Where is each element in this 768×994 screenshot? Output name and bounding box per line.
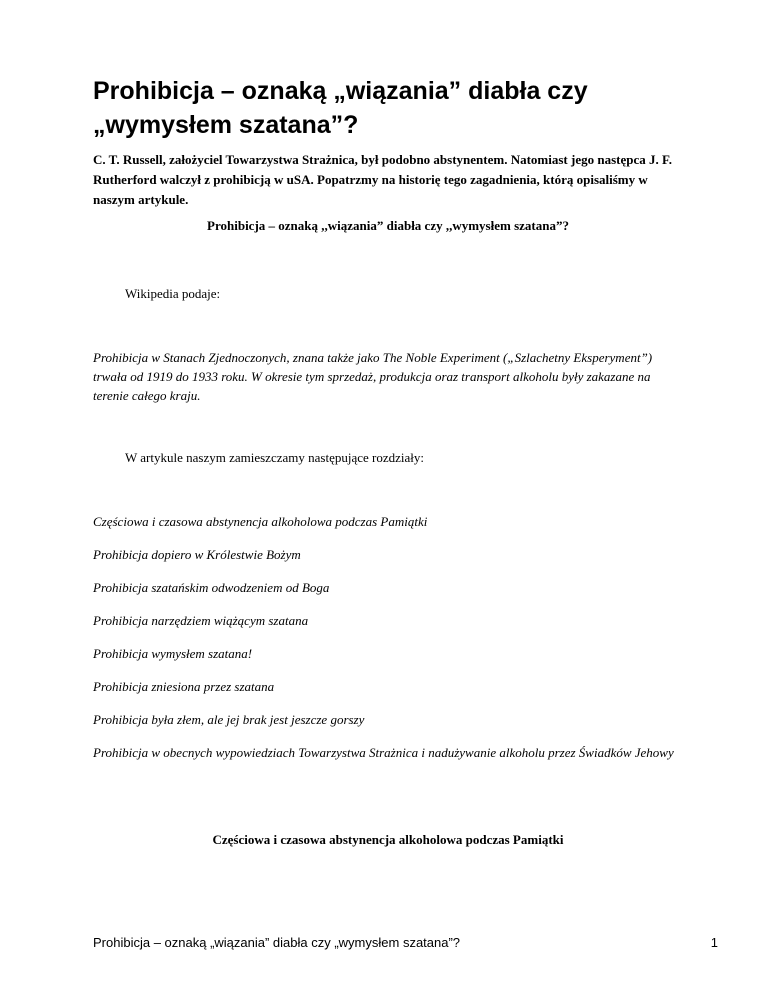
chapter-list [93, 512, 713, 776]
chapter-item: Prohibicja wymysłem szatana! [93, 646, 253, 661]
intro-paragraph: Wikipedia podaje: [125, 286, 221, 301]
chapter-item: Prohibicja dopiero w Królestwie Bożym [93, 547, 301, 562]
chapter-item: Prohibicja szatańskim odwodzeniem od Boga [93, 580, 330, 595]
chapter-item: Prohibicja w obecnych wypowiedziach Towarzystwa Strażnica i nadużywanie alkoholu przez Świadków Jehowy [93, 745, 674, 760]
section-heading: Częściowa i czasowa abstynencja alkoholowa podczas Pamiątki [212, 832, 564, 847]
footer-title: Prohibicja – oznaką „wiązania” diabła czy „wymysłem szatana”? [93, 935, 461, 950]
document-title: Prohibicja – oznaką „wiązania” diabła czy „wymysłem szatana”? [93, 77, 588, 139]
chapter-item: Prohibicja zniesiona przez szatana [93, 679, 275, 694]
page-number: 1 [710, 935, 718, 950]
article-subheading: Prohibicja – oznaką ,,wiązania” diabła czy ,,wymysłem szatana”? [207, 218, 569, 233]
chapter-item: Częściowa i czasowa abstynencja alkoholowa podczas Pamiątki [93, 514, 428, 529]
chapter-item: Prohibicja była złem, ale jej brak jest jeszcze gorszy [93, 712, 365, 727]
chapters-intro: W artykule naszym zamieszczamy następujące rozdziały: [125, 450, 424, 465]
wikipedia-quote: Prohibicja w Stanach Zjednoczonych, znana także jako The Noble Experiment („Szlachetny Eksperyment”) trwała od 1919 do 1933 roku. W okresie tym sprzedaż, produkcja oraz transport alkoholu były zakazane na terenie całego kraju. [93, 350, 653, 403]
lead-paragraph: C. T. Russell, założyciel Towarzystwa Strażnica, był podobno abstynentem. Natomiast jego następca J. F. Rutherford walczył z prohibicją w uSA. Popatrzmy na historię tego zagadnienia, którą opisaliśmy w naszym artykule. [93, 152, 672, 207]
chapter-item: Prohibicja narzędziem wiążącym szatana [93, 613, 309, 628]
